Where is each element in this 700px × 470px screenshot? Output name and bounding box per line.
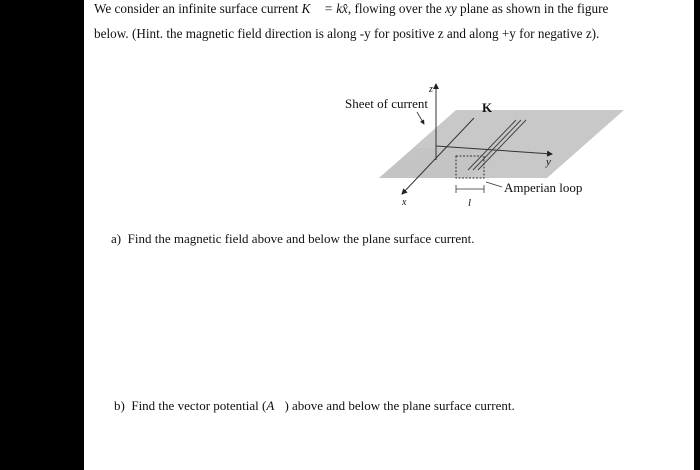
intro-text-3: plane as shown in the figure below. (Hint. the magnetic field direction is along -y for positive z and along +y for negative z). — [94, 1, 609, 41]
vector-potential-symbol: A⃗ — [266, 398, 285, 413]
x-axis-label: x — [402, 197, 407, 208]
question-a — [111, 231, 475, 247]
sheet-pointer — [417, 112, 424, 124]
intro-text-2: , flowing over the — [347, 1, 445, 16]
loop-label: Amperian loop — [504, 180, 583, 195]
y-axis-label: y — [546, 156, 551, 168]
k-label: K — [482, 100, 493, 115]
document-page — [84, 0, 694, 470]
intro-text: We consider an infinite surface current — [94, 1, 302, 16]
length-label: l — [468, 197, 472, 209]
current-formula: K⃗ = kx̂ — [301, 1, 348, 16]
right-border — [694, 0, 700, 470]
sheet-label: Sheet of current — [345, 96, 429, 111]
z-axis-label: z — [429, 84, 433, 95]
plane-variable: xy — [444, 1, 457, 16]
question-b-text-end: ) above and below the plane surface current. — [284, 398, 515, 413]
question-a-label: a) — [111, 231, 122, 246]
question-a-text: Find the magnetic field above and below the plane surface current. — [127, 231, 475, 246]
question-b-text-start: Find the vector potential ( — [131, 398, 267, 413]
question-b-label: b) — [114, 398, 125, 413]
question-b — [114, 398, 515, 414]
loop-pointer — [486, 182, 502, 187]
